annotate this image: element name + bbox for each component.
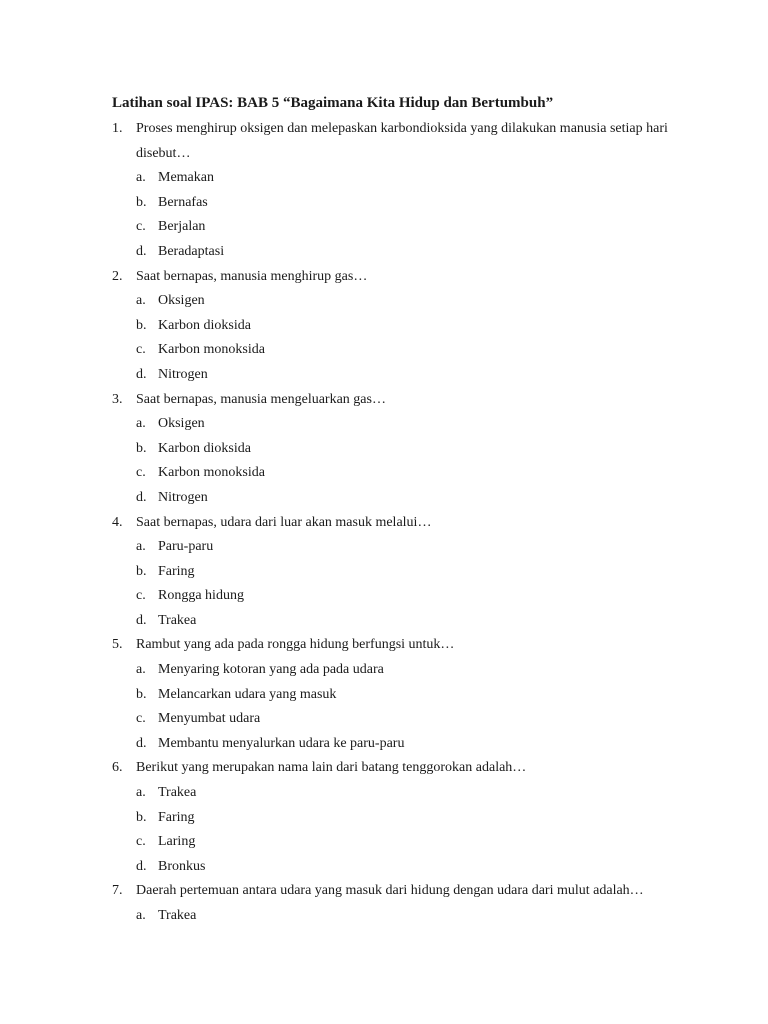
answer-option [136,314,712,339]
option-letter: d. [136,366,147,382]
option-letter: c. [136,588,146,604]
option-text: Menyumbat udara [158,711,261,727]
question-number: 4. [112,514,123,530]
option-text: Membantu menyalurkan udara ke paru-paru [158,735,405,751]
option-text: Nitrogen [158,366,208,382]
option-text: Nitrogen [158,489,208,505]
option-letter: c. [136,465,146,481]
option-text: Karbon monoksida [158,465,265,481]
question-number: 3. [112,391,123,407]
question-item [112,633,712,756]
answer-option [136,166,712,191]
answer-option [136,338,712,363]
option-text: Bernafas [158,194,208,210]
option-list [136,658,712,756]
answer-option [136,560,712,585]
option-letter: d. [136,243,147,259]
answer-option [136,486,712,511]
option-text: Memakan [158,170,214,186]
option-letter: b. [136,563,147,579]
option-letter: d. [136,858,147,874]
answer-option [136,363,712,388]
option-letter: a. [136,170,146,186]
answer-option [136,609,712,634]
option-text: Faring [158,809,195,825]
option-letter: b. [136,809,147,825]
answer-option [136,781,712,806]
option-letter: a. [136,662,146,678]
option-list [136,412,712,510]
answer-option [136,806,712,831]
option-letter: b. [136,686,147,702]
option-letter: a. [136,785,146,801]
option-letter: b. [136,317,147,333]
option-letter: a. [136,539,146,555]
option-text: Trakea [158,908,197,923]
option-text: Berjalan [158,219,206,235]
question-text: Rambut yang ada pada rongga hidung berfungsi untuk… [136,637,455,653]
question-item [112,511,712,634]
answer-option [136,830,712,855]
option-letter: c. [136,342,146,358]
option-text: Oksigen [158,293,205,309]
option-letter: c. [136,834,146,850]
document-title: Latihan soal IPAS: BAB 5 “Bagaimana Kita Hidup dan Bertumbuh” [112,95,554,111]
answer-option [136,215,712,240]
question-item [112,265,712,388]
question-number: 7. [112,883,123,899]
option-text: Karbon dioksida [158,440,251,456]
option-text: Trakea [158,612,197,628]
option-letter: b. [136,194,147,210]
option-text: Karbon dioksida [158,317,251,333]
question-item [112,879,712,928]
option-text: Karbon monoksida [158,342,265,358]
question-number: 1. [112,121,123,136]
question-text: Proses menghirup oksigen dan melepaskan karbondioksida yang dilakukan manusia setiap hari disebut… [136,121,668,161]
option-text: Menyaring kotoran yang ada pada udara [158,662,384,678]
answer-option [136,289,712,314]
option-list [136,535,712,633]
option-letter: d. [136,735,147,751]
option-list [136,166,712,264]
answer-option [136,535,712,560]
answer-option [136,191,712,216]
option-list [136,289,712,387]
question-number: 6. [112,760,123,776]
question-number: 5. [112,637,123,653]
question-number: 2. [112,268,123,284]
option-text: Laring [158,834,196,850]
option-text: Faring [158,563,195,579]
option-text: Paru-paru [158,539,214,555]
question-item [112,756,712,879]
answer-option [136,707,712,732]
option-text: Beradaptasi [158,243,225,259]
question-item [112,117,712,265]
answer-option [136,437,712,462]
answer-option [136,732,712,757]
option-text: Rongga hidung [158,588,244,604]
option-letter: a. [136,293,146,309]
question-text: Berikut yang merupakan nama lain dari batang tenggorokan adalah… [136,760,527,776]
answer-option [136,461,712,486]
option-letter: d. [136,489,147,505]
option-text: Oksigen [158,416,205,432]
question-text: Saat bernapas, manusia mengeluarkan gas… [136,391,386,407]
answer-option [136,904,712,929]
answer-option [136,658,712,683]
option-text: Melancarkan udara yang masuk [158,686,337,702]
option-letter: c. [136,711,146,727]
option-letter: a. [136,908,146,923]
option-letter: a. [136,416,146,432]
option-text: Bronkus [158,858,206,874]
question-text: Daerah pertemuan antara udara yang masuk dari hidung dengan udara dari mulut adalah… [136,883,644,899]
option-letter: b. [136,440,147,456]
answer-option [136,683,712,708]
option-text: Trakea [158,785,197,801]
option-letter: d. [136,612,147,628]
option-list [136,904,712,929]
question-list [112,117,712,929]
answer-option [136,584,712,609]
option-list [136,781,712,879]
answer-option [136,855,712,880]
answer-option [136,240,712,265]
question-text: Saat bernapas, udara dari luar akan masuk melalui… [136,514,432,530]
question-item [112,388,712,511]
answer-option [136,412,712,437]
document-page [112,93,712,929]
option-letter: c. [136,219,146,235]
question-text: Saat bernapas, manusia menghirup gas… [136,268,368,284]
